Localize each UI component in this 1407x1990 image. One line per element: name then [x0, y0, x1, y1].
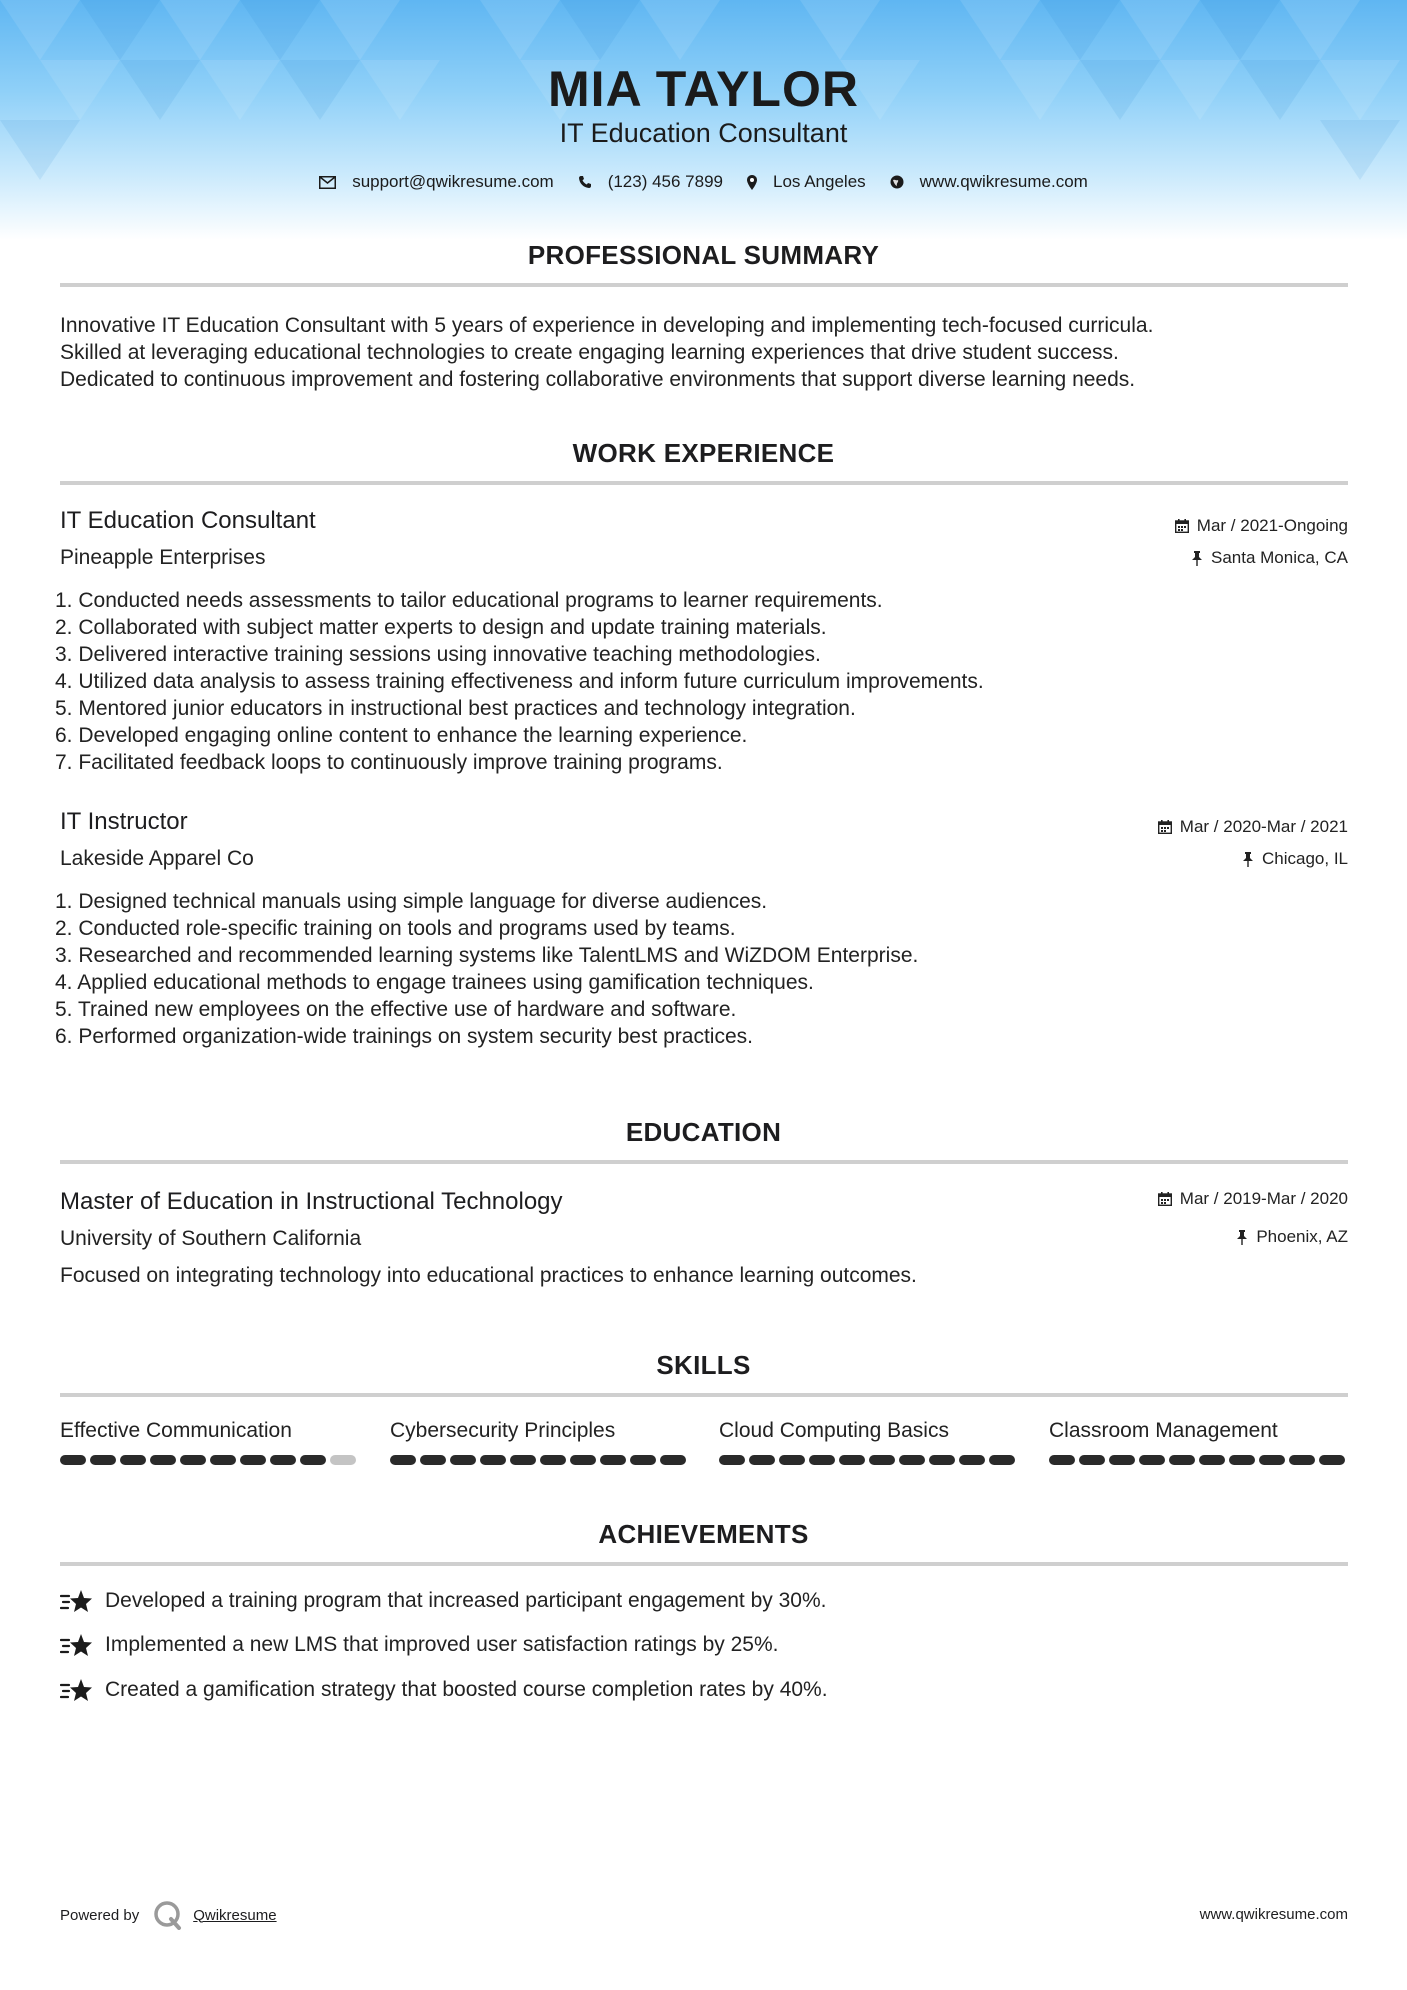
- summary-heading: PROFESSIONAL SUMMARY: [527, 240, 880, 270]
- education-heading: EDUCATION: [625, 1117, 782, 1147]
- skills-heading: SKILLS: [656, 1350, 751, 1380]
- globe-icon: [890, 175, 904, 189]
- summary-line: Dedicated to continuous improvement and fostering collaborative environments that support diverse learning needs.: [60, 368, 1136, 391]
- skill-level-segment: [1259, 1455, 1285, 1465]
- phone-text: (123) 456 7899: [607, 172, 724, 191]
- skill-level-bar: [60, 1455, 356, 1465]
- skill-level-segment: [630, 1455, 656, 1465]
- education-dates: [1158, 1189, 1348, 1209]
- skill-level-segment: [510, 1455, 536, 1465]
- job-location-text: Chicago, IL: [1262, 849, 1348, 868]
- skill-level-segment: [300, 1455, 326, 1465]
- achievement-text: Created a gamification strategy that boosted course completion rates by 40%.: [105, 1678, 828, 1701]
- skill-level-segment: [1109, 1455, 1135, 1465]
- skill-level-segment: [1049, 1455, 1075, 1465]
- skill-level-segment: [150, 1455, 176, 1465]
- education-location-text: Phoenix, AZ: [1256, 1227, 1348, 1246]
- achievements-heading: ACHIEVEMENTS: [598, 1519, 809, 1549]
- job-dates-text: Mar / 2020-Mar / 2021: [1179, 817, 1348, 836]
- achievement-text: Implemented a new LMS that improved user satisfaction ratings by 25%.: [105, 1633, 779, 1656]
- skill-level-segment: [779, 1455, 805, 1465]
- skill-level-segment: [120, 1455, 146, 1465]
- contact-email[interactable]: [319, 172, 554, 192]
- education-description: Focused on integrating technology into educational practices to enhance learning outcomes.: [60, 1264, 917, 1287]
- skill-level-segment: [1079, 1455, 1105, 1465]
- list-item: 5. Mentored junior educators in instructional best practices and technology integration.: [55, 697, 856, 720]
- list-item: 1. Designed technical manuals using simple language for diverse audiences.: [55, 890, 768, 913]
- summary-text: [60, 312, 1348, 393]
- job-location-text: Santa Monica, CA: [1210, 548, 1348, 567]
- contact-bar: [0, 172, 1407, 192]
- skill-level-segment: [839, 1455, 865, 1465]
- list-item: 6. Performed organization-wide trainings on system security best practices.: [55, 1025, 753, 1048]
- skill-level-bar: [719, 1455, 1015, 1465]
- footer-branding: [60, 1900, 277, 1930]
- pushpin-icon: [1236, 1230, 1248, 1245]
- skill-level-segment: [390, 1455, 416, 1465]
- skill-level-segment: [929, 1455, 955, 1465]
- skill-item: [390, 1419, 690, 1443]
- skill-level-segment: [450, 1455, 476, 1465]
- list-item: 6. Developed engaging online content to enhance the learning experience.: [55, 724, 748, 747]
- skill-level-segment: [570, 1455, 596, 1465]
- education-divider: [60, 1160, 1348, 1164]
- candidate-role: IT Education Consultant: [559, 118, 848, 148]
- skill-level-segment: [330, 1455, 356, 1465]
- skill-level-segment: [1289, 1455, 1315, 1465]
- experience-divider: [60, 481, 1348, 485]
- skill-level-segment: [60, 1455, 86, 1465]
- skill-level-segment: [240, 1455, 266, 1465]
- list-item: 7. Facilitated feedback loops to continuously improve training programs.: [55, 751, 723, 774]
- powered-by-label: Powered by: [60, 1906, 140, 1924]
- achievement-item: [60, 1632, 779, 1658]
- achievements-divider: [60, 1562, 1348, 1566]
- summary-line: Skilled at leveraging educational technologies to create engaging learning experiences that drive student success.: [60, 341, 1119, 364]
- footer-website[interactable]: www.qwikresume.com: [1199, 1906, 1348, 1923]
- job-bullets: [55, 587, 1285, 776]
- list-item: 2. Conducted role-specific training on tools and programs used by teams.: [55, 917, 736, 940]
- list-item: 4. Applied educational methods to engage trainees using gamification techniques.: [55, 971, 814, 994]
- skill-name: Classroom Management: [1049, 1419, 1278, 1442]
- map-pin-icon: [747, 175, 757, 190]
- skill-item: [60, 1419, 360, 1443]
- job-location: [1242, 849, 1348, 869]
- skill-level-segment: [600, 1455, 626, 1465]
- skill-level-segment: [1169, 1455, 1195, 1465]
- calendar-icon: [1158, 820, 1172, 834]
- skill-name: Cloud Computing Basics: [719, 1419, 949, 1442]
- job-title: IT Instructor: [60, 808, 188, 835]
- calendar-icon: [1175, 519, 1189, 533]
- skill-level-segment: [1199, 1455, 1225, 1465]
- skill-level-segment: [1229, 1455, 1255, 1465]
- skill-level-segment: [809, 1455, 835, 1465]
- skill-level-segment: [480, 1455, 506, 1465]
- skill-level-bar: [390, 1455, 686, 1465]
- list-item: 5. Trained new employees on the effective use of hardware and software.: [55, 998, 737, 1021]
- skill-level-segment: [660, 1455, 686, 1465]
- skill-level-segment: [719, 1455, 745, 1465]
- job-title: IT Education Consultant: [60, 507, 316, 534]
- website-text: www.qwikresume.com: [919, 172, 1088, 191]
- list-item: 2. Collaborated with subject matter experts to design and update training materials.: [55, 616, 827, 639]
- achievement-item: [60, 1588, 826, 1614]
- job-company: Lakeside Apparel Co: [60, 847, 254, 870]
- job-location: [1191, 548, 1348, 568]
- skill-level-segment: [749, 1455, 775, 1465]
- skill-level-segment: [1139, 1455, 1165, 1465]
- list-item: 3. Delivered interactive training sessions using innovative teaching methodologies.: [55, 643, 821, 666]
- achievement-text: Developed a training program that increased participant engagement by 30%.: [105, 1589, 827, 1612]
- star-icon: [60, 1588, 93, 1614]
- skill-name: Effective Communication: [60, 1419, 292, 1442]
- skill-level-segment: [270, 1455, 296, 1465]
- skill-level-segment: [540, 1455, 566, 1465]
- skill-level-bar: [1049, 1455, 1345, 1465]
- contact-website[interactable]: [890, 172, 1088, 192]
- phone-icon: [578, 175, 592, 189]
- degree-title: Master of Education in Instructional Technology: [60, 1188, 563, 1215]
- calendar-icon: [1158, 1192, 1172, 1206]
- star-icon: [60, 1632, 93, 1658]
- education-dates-text: Mar / 2019-Mar / 2020: [1179, 1189, 1348, 1208]
- education-location: [1236, 1227, 1348, 1247]
- email-text: support@qwikresume.com: [352, 172, 554, 191]
- qwikresume-logo-icon: [153, 1900, 183, 1930]
- pushpin-icon: [1242, 852, 1254, 867]
- list-item: 3. Researched and recommended learning systems like TalentLMS and WiZDOM Enterprise.: [55, 944, 919, 967]
- job-dates: [1158, 817, 1348, 837]
- skill-level-segment: [1319, 1455, 1345, 1465]
- list-item: 1. Conducted needs assessments to tailor educational programs to learner requirements.: [55, 589, 883, 612]
- achievement-item: [60, 1677, 828, 1703]
- job-company: Pineapple Enterprises: [60, 546, 266, 569]
- list-item: 4. Utilized data analysis to assess training effectiveness and inform future curriculum improvements.: [55, 670, 984, 693]
- envelope-icon: [319, 176, 336, 189]
- skill-level-segment: [959, 1455, 985, 1465]
- school-name: University of Southern California: [60, 1227, 362, 1250]
- contact-location: [747, 172, 866, 192]
- experience-heading: WORK EXPERIENCE: [572, 438, 835, 468]
- star-icon: [60, 1677, 93, 1703]
- contact-phone[interactable]: [578, 172, 723, 192]
- skill-item: [1049, 1419, 1349, 1443]
- location-text: Los Angeles: [773, 172, 866, 191]
- summary-divider: [60, 283, 1348, 287]
- skill-level-segment: [899, 1455, 925, 1465]
- skill-level-segment: [210, 1455, 236, 1465]
- summary-line: Innovative IT Education Consultant with 5 years of experience in developing and implementing tech-focused curricula.: [60, 314, 1154, 337]
- skill-level-segment: [90, 1455, 116, 1465]
- skill-level-segment: [420, 1455, 446, 1465]
- qwikresume-link[interactable]: Qwikresume: [193, 1906, 277, 1924]
- skill-level-segment: [869, 1455, 895, 1465]
- skill-level-segment: [989, 1455, 1015, 1465]
- job-bullets: [55, 888, 1285, 1050]
- skill-item: [719, 1419, 1019, 1443]
- job-dates: [1175, 516, 1348, 536]
- skill-name: Cybersecurity Principles: [390, 1419, 616, 1442]
- candidate-name: MIA TAYLOR: [548, 61, 859, 117]
- skills-divider: [60, 1393, 1348, 1397]
- job-dates-text: Mar / 2021-Ongoing: [1196, 516, 1348, 535]
- skill-level-segment: [180, 1455, 206, 1465]
- pushpin-icon: [1191, 551, 1203, 566]
